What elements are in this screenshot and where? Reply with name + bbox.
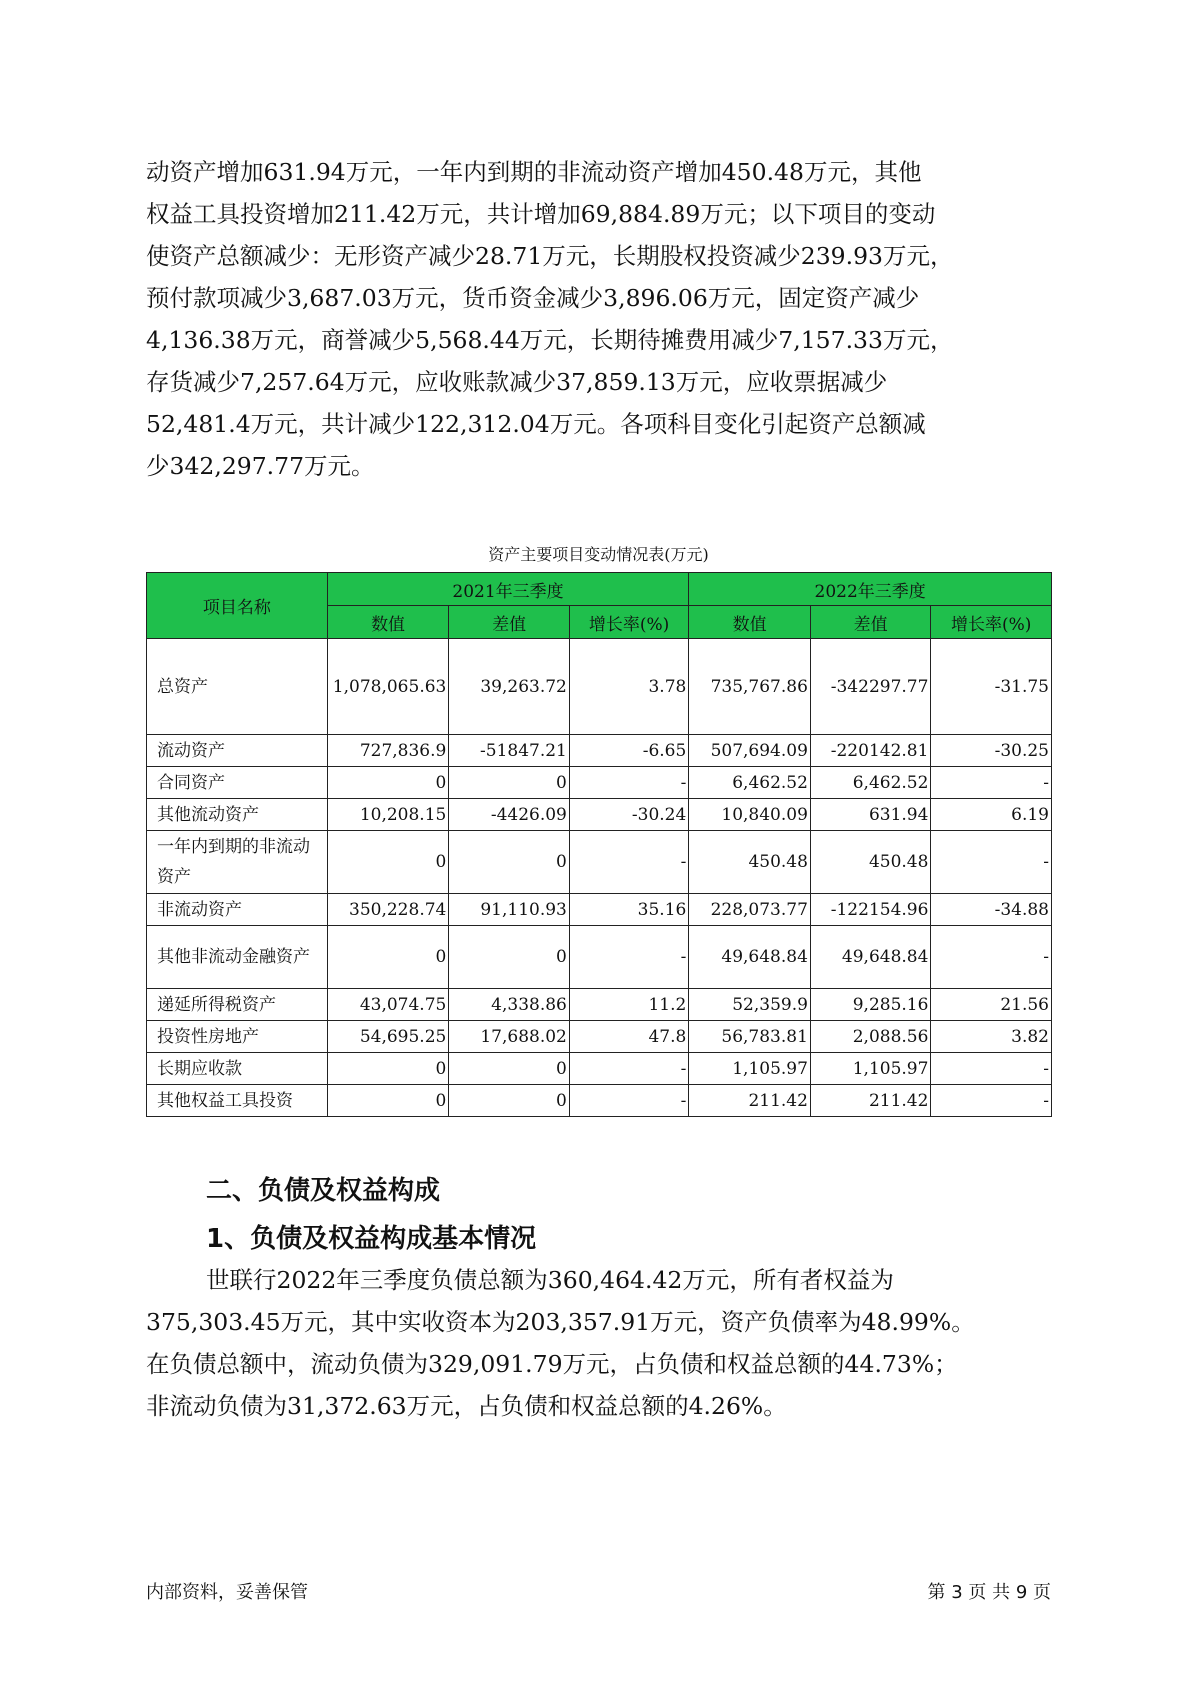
paragraph-line: 4,136.38万元，商誉减少5,568.44万元，长期待摊费用减少7,157.33万元， [146,326,954,354]
row-name: 递延所得税资产 [147,989,328,1021]
cell-growth: -30.25 [931,735,1052,767]
cell-diff: 39,263.72 [449,639,570,735]
table-row [147,1085,1052,1117]
header-col-diff: 差值 [449,606,570,639]
cell-growth: - [569,831,688,894]
cell-value: 1,105.97 [689,1053,811,1085]
cell-diff: -220142.81 [810,735,931,767]
row-name: 一年内到期的非流动资产 [147,831,328,894]
cell-value: 735,767.86 [689,639,811,735]
cell-diff: -342297.77 [810,639,931,735]
row-name: 非流动资产 [147,894,328,926]
paragraph-line: 52,481.4万元，共计减少122,312.04万元。各项科目变化引起资产总额减 [146,410,926,438]
cell-value: 507,694.09 [689,735,811,767]
cell-growth: - [931,767,1052,799]
cell-value: 0 [327,831,449,894]
body-paragraph-assets [146,151,1051,487]
cell-diff: 6,462.52 [810,767,931,799]
paragraph-line: 在负债总额中，流动负债为329,091.79万元，占负债和权益总额的44.73%； [146,1350,958,1378]
footer-confidential-note: 内部资料，妥善保管 [146,1582,308,1603]
cell-growth: 6.19 [931,799,1052,831]
cell-diff: 0 [449,831,570,894]
row-name: 总资产 [147,639,328,735]
header-group-2022: 2022年三季度 [689,573,1052,606]
asset-change-table [146,572,1052,1117]
paragraph-line: 世联行2022年三季度负债总额为360,464.42万元，所有者权益为 [206,1266,894,1294]
cell-diff: 0 [449,926,570,989]
cell-growth: - [569,1085,688,1117]
row-name: 长期应收款 [147,1053,328,1085]
cell-value: 52,359.9 [689,989,811,1021]
cell-diff: -122154.96 [810,894,931,926]
cell-growth: - [569,926,688,989]
cell-growth: - [569,767,688,799]
cell-diff: 2,088.56 [810,1021,931,1053]
cell-value: 56,783.81 [689,1021,811,1053]
cell-value: 1,078,065.63 [327,639,449,735]
section-heading: 二、负债及权益构成 [206,1176,441,1206]
cell-growth: 11.2 [569,989,688,1021]
row-name: 其他权益工具投资 [147,1085,328,1117]
table-row [147,1053,1052,1085]
paragraph-line: 存货减少7,257.64万元，应收账款减少37,859.13万元，应收票据减少 [146,368,888,396]
cell-diff: 0 [449,767,570,799]
table-row [147,799,1052,831]
cell-diff: 49,648.84 [810,926,931,989]
cell-value: 49,648.84 [689,926,811,989]
row-name: 其他非流动金融资产 [147,926,328,989]
body-paragraph-liabilities [146,1259,1051,1427]
paragraph-line: 非流动负债为31,372.63万元，占负债和权益总额的4.26%。 [146,1392,787,1420]
cell-growth: -30.24 [569,799,688,831]
cell-diff: 631.94 [810,799,931,831]
row-name: 其他流动资产 [147,799,328,831]
cell-growth: - [931,1053,1052,1085]
paragraph-line: 少342,297.77万元。 [146,452,375,480]
cell-growth: 3.78 [569,639,688,735]
cell-growth: 3.82 [931,1021,1052,1053]
cell-value: 350,228.74 [327,894,449,926]
header-item-name: 项目名称 [147,573,328,639]
cell-diff: 0 [449,1085,570,1117]
row-name: 投资性房地产 [147,1021,328,1053]
cell-diff: 211.42 [810,1085,931,1117]
cell-value: 54,695.25 [327,1021,449,1053]
cell-value: 0 [327,1085,449,1117]
paragraph-line: 动资产增加631.94万元，一年内到期的非流动资产增加450.48万元，其他 [146,158,922,186]
cell-value: 450.48 [689,831,811,894]
footer-page-number: 第 3 页 共 9 页 [927,1582,1051,1603]
row-name: 流动资产 [147,735,328,767]
cell-growth: 47.8 [569,1021,688,1053]
cell-growth: - [931,831,1052,894]
cell-value: 0 [327,767,449,799]
cell-growth: -31.75 [931,639,1052,735]
header-col-growth: 增长率(%) [931,606,1052,639]
row-name: 合同资产 [147,767,328,799]
header-col-value: 数值 [689,606,811,639]
cell-value: 0 [327,1053,449,1085]
header-col-growth: 增长率(%) [569,606,688,639]
cell-diff: 17,688.02 [449,1021,570,1053]
cell-value: 10,840.09 [689,799,811,831]
table-row [147,989,1052,1021]
cell-value: 228,073.77 [689,894,811,926]
cell-value: 10,208.15 [327,799,449,831]
table-caption: 资产主要项目变动情况表(万元) [488,545,709,564]
header-col-value: 数值 [327,606,449,639]
cell-value: 211.42 [689,1085,811,1117]
cell-value: 0 [327,926,449,989]
table-row [147,639,1052,735]
cell-diff: 4,338.86 [449,989,570,1021]
cell-growth: 35.16 [569,894,688,926]
cell-growth: - [931,1085,1052,1117]
header-group-2021: 2021年三季度 [327,573,689,606]
cell-growth: - [569,1053,688,1085]
sub-heading: 1、负债及权益构成基本情况 [206,1224,537,1254]
paragraph-line: 使资产总额减少：无形资产减少28.71万元，长期股权投资减少239.93万元， [146,242,954,270]
cell-diff: 0 [449,1053,570,1085]
table-row [147,767,1052,799]
cell-growth: 21.56 [931,989,1052,1021]
table-row [147,926,1052,989]
table-row [147,735,1052,767]
cell-diff: 1,105.97 [810,1053,931,1085]
cell-growth: -34.88 [931,894,1052,926]
paragraph-line: 权益工具投资增加211.42万元，共计增加69,884.89万元；以下项目的变动 [146,200,936,228]
paragraph-line: 预付款项减少3,687.03万元，货币资金减少3,896.06万元，固定资产减少 [146,284,920,312]
cell-diff: 450.48 [810,831,931,894]
table-row [147,831,1052,894]
cell-growth: -6.65 [569,735,688,767]
table-row [147,894,1052,926]
table-row [147,1021,1052,1053]
cell-growth: - [931,926,1052,989]
paragraph-line: 375,303.45万元，其中实收资本为203,357.91万元，资产负债率为48.99%。 [146,1308,975,1336]
cell-diff: -51847.21 [449,735,570,767]
cell-diff: -4426.09 [449,799,570,831]
cell-value: 43,074.75 [327,989,449,1021]
cell-value: 727,836.9 [327,735,449,767]
header-col-diff: 差值 [810,606,931,639]
cell-diff: 91,110.93 [449,894,570,926]
cell-diff: 9,285.16 [810,989,931,1021]
cell-value: 6,462.52 [689,767,811,799]
